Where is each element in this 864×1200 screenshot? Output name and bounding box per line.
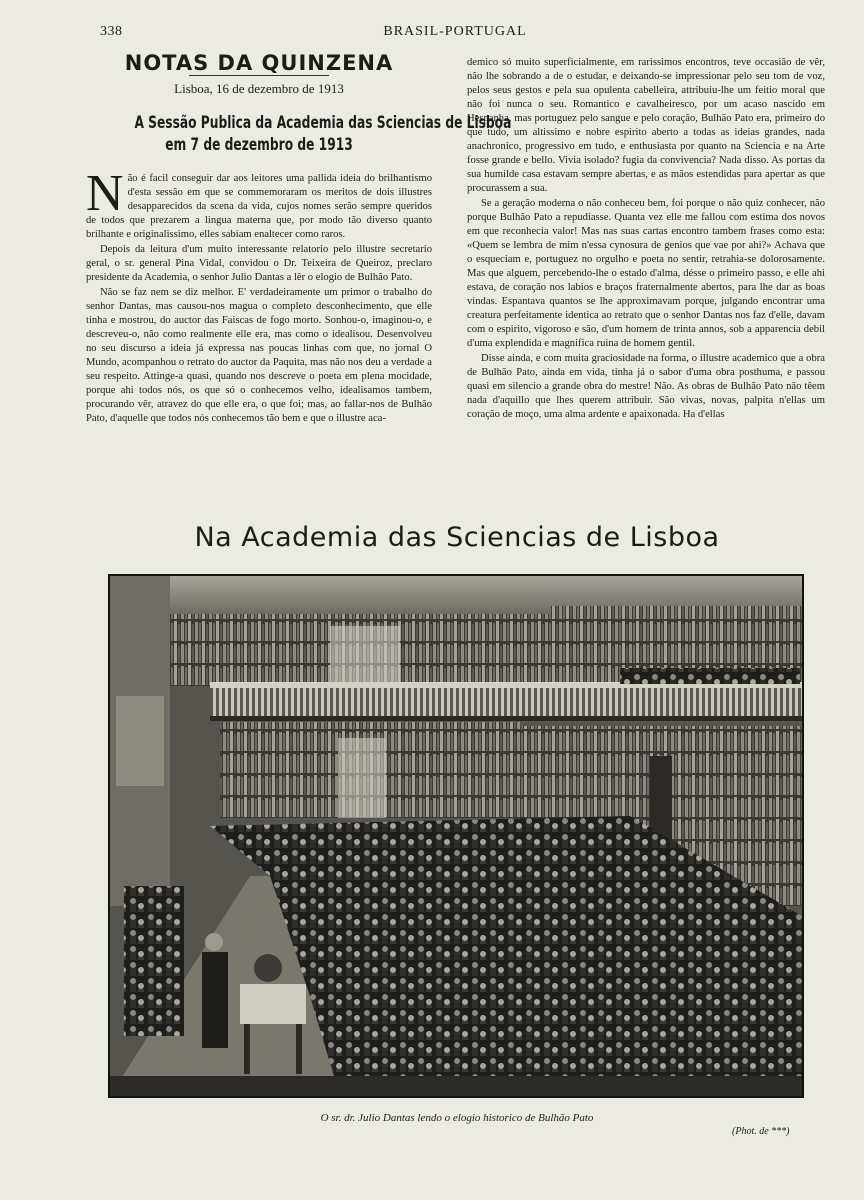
headline-line-1: A Sessão Publica da Academia das Sciencias de Lisboa	[134, 113, 512, 133]
photo-heading: Na Academia das Sciencias de Lisboa	[194, 522, 720, 553]
paragraph: Não é facil conseguir dar aos leitores uma pallida ideia do brilhantismo d'esta sessão em que se commemoraram os meritos de dois illustres desapparecidos da scena da vida, cujos nomes serão sempre queridos de todos que prezarem a lingua materna que, por modo tão diverso quanto brilhante e originalissimo, elles sabiam enaltecer como raros.	[86, 165, 432, 240]
photo-credit: (Phot. de ***)	[732, 1126, 790, 1137]
running-head: BRASIL-PORTUGAL	[383, 24, 527, 39]
dateline: Lisboa, 16 de dezembro de 1913	[174, 81, 344, 96]
hall-photo-illustration	[110, 576, 802, 1096]
paragraph: Depois da leitura d'um muito interessante relatorio pelo illustre secretario geral, o sr. general Pina Vidal, convidou o Dr. Teixeira de Queiroz, preclaro presidente da Academia, o senhor Julio Dantas a lêr o elogio de Bulhão Pato.	[86, 244, 432, 283]
paragraph: Disse ainda, e com muita graciosidade na forma, o illustre academico que a obra de Bulhão Pato, ainda em vida, tinha já o sabor d'uma obra posthuma, e passou quasi em silencio a grande obra do mestre! Não. As obras de Bulhão Pato não têem nada d'aquillo que lhes querem attribuir. São vivas, novas, palpita n'ellas um coração de moço, uma alma ardente e apaixonada. Ha d'ellas	[467, 353, 825, 420]
headline-line-2: em 7 de dezembro de 1913	[165, 135, 353, 155]
paragraph: demico só muito superficialmente, em rarissimos encontros, teve occasião de vêr, não lhe sobrando a de o estudar, e deixando-se impressionar pelo seu tom de voz, pelos seus gestos e pela sua opulenta cabelleira, attribuiu-lhe um feitio moral que não foi nunca o seu. Romantico e cavalheiresco, por um acaso nascido em Hespanha, mas portuguez pelo sangue e pelo coração, Bulhão Pato era, primeiro do que tudo, um altissimo e nobre espirito aberto a todas as ideias grandes, nada anachronico, progressivo em tudo, e enthusiasta por quanto na Sciencia e na Arte fosse grande e bello. Vivia isolado? fugia da convivencia? Nada disso. As portas da sua humilde casa estavam sempre abertas, e as mãos estendidas para apertar as que procurassem a sua.	[467, 57, 825, 194]
page-number: 338	[100, 24, 123, 39]
title-rule	[189, 75, 329, 76]
article-headline	[134, 112, 512, 156]
right-column	[467, 56, 825, 423]
photo-caption: O sr. dr. Julio Dantas lendo o elogio historico de Bulhão Pato	[320, 1112, 594, 1124]
section-title: NOTAS DA QUINZENA	[124, 51, 394, 75]
academy-hall-photo	[108, 574, 804, 1098]
paragraph: Não se faz nem se diz melhor. E' verdadeiramente um primor o trabalho do senhor Dantas, mas causou-nos magua o completo desconhecimento, que elle tinha e mostrou, do auctor das Faiscas de fogo morto. Sonhou-o, imaginou-o, e descreveu-o, não como realmente elle era, mas como o idealisou. Desenvolveu no seu discurso a ideia já expressa nas poucas linhas com que, no jornal O Mundo, acompanhou o retrato do auctor da Paquita, mas não nos deu a verdade a seu respeito. Attinge-a quasi, quando nos descreve o poeta em plena mocidade, porque ahi todos nós, os que só o conhecemos velho, idealisamos tambem, procurando vêr, atravez do que elle era, o que foi; mas, ao fallar-nos de Bulhão Pato, d'aquelle que todos nós conhecemos tão bem e que o illustre aca-	[86, 287, 432, 424]
paragraph: Se a geração moderna o não conheceu bem, foi porque o não quiz conhecer, não porque Bulhão Pato a repudiasse. Quanta vez elle me fallou com estima dos novos em que reconhecia valor! Mas nas suas cartas encontro tambem frases como esta: «Quem se lembra de mim n'essa cynosura de genios que vae por ahi?» Achava que o esqueciam e, portuguez no orgulho e poeta no sentir, retrahia-se dolorosamente. Mas que alguem, percebendo-lhe o estado d'alma, désse o primeiro passo, e elle ahi estava, de coração nos labios e braços fraternalmente abertos, para lhe dar as boas vindas. Espantava quantos se lhe approximavam porque, julgando encontrar uma creatura perfeitamente identica ao retrato que o senhor Dantas nos faz d'elle, davam com o espirito, vigoroso e são, d'um homem de trinta annos, sob a apparencia debil d'uma explendida e magnifica ruina de homem gentil.	[467, 198, 825, 349]
left-column	[86, 51, 512, 427]
drop-cap: N	[86, 165, 124, 222]
